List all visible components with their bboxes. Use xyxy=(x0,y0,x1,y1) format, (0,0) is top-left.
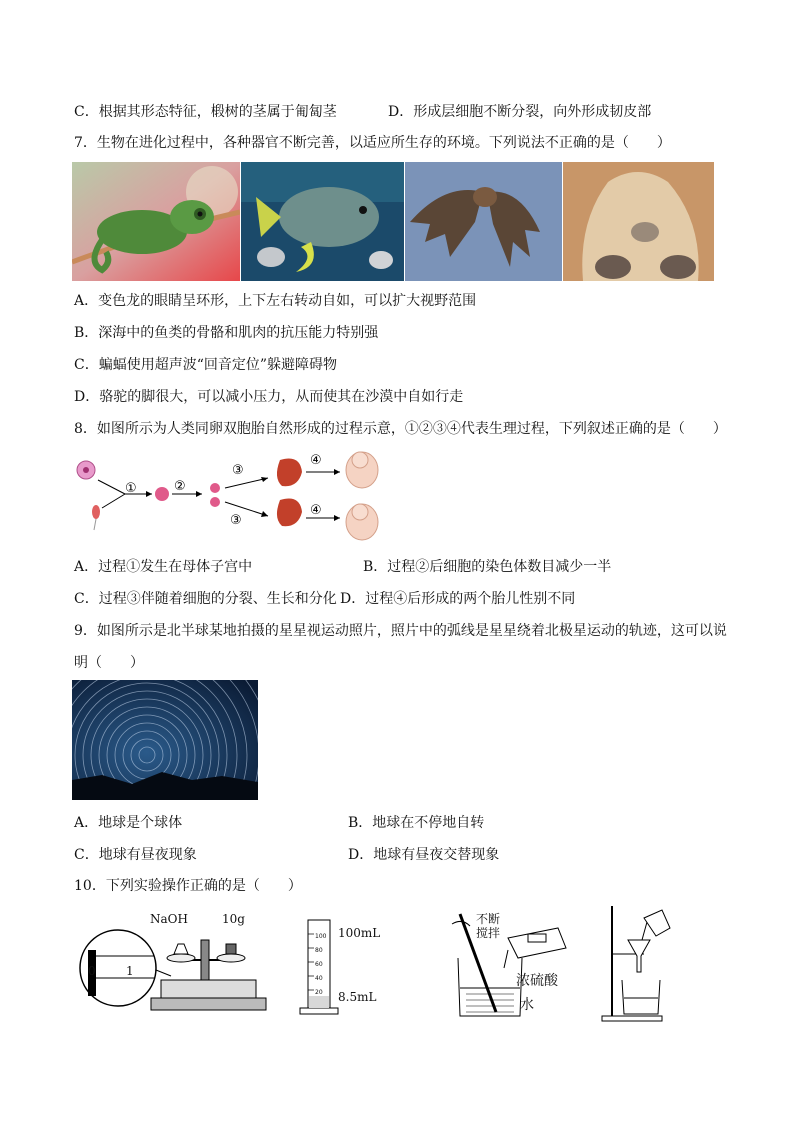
q8-option-b: B．过程②后细胞的染色体数目减少一半 xyxy=(363,559,612,575)
q8-option-a: A．过程①发生在母体子宫中 xyxy=(74,559,253,575)
balance-right-label: 10g xyxy=(222,912,245,926)
q9-option-d: D．地球有昼夜交替现象 xyxy=(348,847,500,863)
water-label: 水 xyxy=(520,997,534,1013)
svg-text:②: ② xyxy=(174,479,186,494)
cylinder-tick-60: 60 xyxy=(315,961,323,968)
q7-option-c: C．蝙蝠使用超声波“回音定位”躲避障碍物 xyxy=(74,357,338,373)
graduated-cylinder-diagram xyxy=(298,914,398,1018)
stir-label-2: 搅拌 xyxy=(476,926,501,940)
deep-sea-fish-photo xyxy=(241,162,404,281)
q6-option-d: D．形成层细胞不断分裂，向外形成韧皮部 xyxy=(388,104,652,120)
svg-text:④: ④ xyxy=(310,453,322,468)
star-trails-photo xyxy=(72,680,258,800)
q9-option-b: B．地球在不停地自转 xyxy=(348,815,485,831)
cylinder-volume-label: 8.5mL xyxy=(338,990,377,1004)
cylinder-tick-40: 40 xyxy=(315,975,323,982)
q9-stem-line2: 明（ ） xyxy=(74,655,144,671)
q9-option-a: A．地球是个球体 xyxy=(74,815,183,831)
twin-formation-diagram xyxy=(70,450,390,550)
q8-option-c: C．过程③伴随着细胞的分裂、生长和分化 xyxy=(74,591,337,607)
q10-stem: 10．下列实验操作正确的是（ ） xyxy=(74,878,302,894)
q7-option-b: B．深海中的鱼类的骨骼和肌肉的抗压能力特别强 xyxy=(74,325,379,341)
svg-text:④: ④ xyxy=(310,503,322,518)
cylinder-capacity-label: 100mL xyxy=(338,926,381,940)
acid-dilution-diagram xyxy=(448,908,578,1020)
scale-one-label: 1 xyxy=(126,964,134,978)
cylinder-tick-80: 80 xyxy=(315,947,323,954)
camel-foot-photo xyxy=(563,162,714,281)
cylinder-tick-100: 100 xyxy=(315,933,327,940)
q9-stem-line1: 9．如图所示是北半球某地拍摄的星星视运动照片，照片中的弧线是星星绕着北极星运动的轨迹，这可以说 xyxy=(74,623,727,639)
q6-option-c: C．根据其形态特征，椴树的茎属于匍匐茎 xyxy=(74,104,337,120)
svg-text:③: ③ xyxy=(230,513,242,528)
q7-option-a: A．变色龙的眼睛呈环形，上下左右转动自如，可以扩大视野范围 xyxy=(74,293,477,309)
stir-label-1: 不断 xyxy=(476,912,501,926)
q7-option-d: D．骆驼的脚很大，可以减小压力，从而使其在沙漠中自如行走 xyxy=(74,389,464,405)
q9-option-c: C．地球有昼夜现象 xyxy=(74,847,197,863)
svg-text:③: ③ xyxy=(232,463,244,478)
chameleon-photo xyxy=(72,162,240,281)
svg-text:①: ① xyxy=(125,481,137,496)
acid-label: 浓硫酸 xyxy=(516,973,558,989)
balance-left-label: NaOH xyxy=(150,912,188,926)
cylinder-tick-20: 20 xyxy=(315,989,323,996)
bat-photo xyxy=(405,162,562,281)
scale-zero-label: 0 xyxy=(88,964,96,978)
filtration-diagram xyxy=(600,906,700,1022)
q8-stem: 8．如图所示为人类同卵双胞胎自然形成的过程示意，①②③④代表生理过程，下列叙述正确的是（ ） xyxy=(74,421,727,437)
balance-weighing-diagram xyxy=(76,910,276,1020)
q8-option-d: D．过程④后形成的两个胎儿性别不同 xyxy=(340,591,576,607)
q7-stem: 7．生物在进化过程中，各种器官不断完善，以适应所生存的环境。下列说法不正确的是（ ） xyxy=(74,135,671,151)
